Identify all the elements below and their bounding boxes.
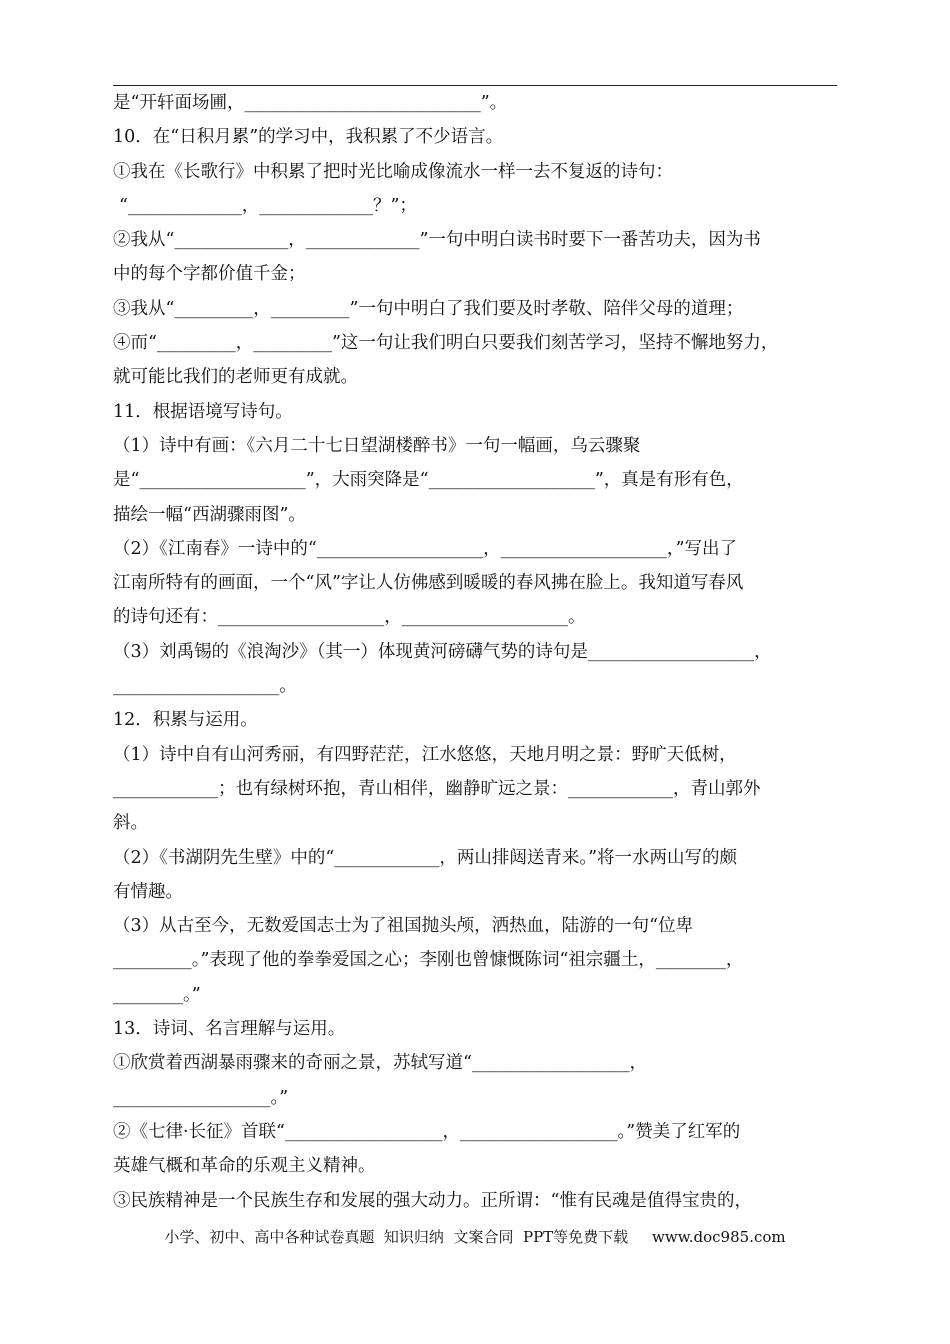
text-line: 有情趣。 xyxy=(113,881,183,902)
fill-blank-line: “_____________，_____________？”； xyxy=(119,195,417,216)
text-line: 中的每个字都价值千金； xyxy=(113,264,306,285)
text-line: ③民族精神是一个民族生存和发展的强大动力。正所谓：“惟有民魂是值得宝贵的， xyxy=(113,1190,752,1211)
text-line: 英雄气概和革命的乐观主义精神。 xyxy=(113,1156,376,1177)
text-line: __________________。” xyxy=(113,1087,289,1108)
text-line: （2）《江南春》一诗中的“___________________，___________________，”写出了 xyxy=(113,538,738,559)
text-line: 是“开轩面场圃，___________________________”。 xyxy=(113,93,508,113)
text-line: 是“___________________”，大雨突降是“___________________”，真是有形有色， xyxy=(113,470,744,491)
text-line: ①欣赏着西湖暴雨骤来的奇丽之景，苏轼写道“__________________， xyxy=(113,1053,647,1074)
text-line: ④而“_________，_________”这一句让我们明白只要我们刻苦学习，坚持不懈地努力， xyxy=(113,333,779,354)
text-line: ③我从“_________，_________”一句中明白了我们要及时孝敬、陪伴父母的道理； xyxy=(113,298,744,319)
question-11-heading: 11．根据语境写诗句。 xyxy=(113,401,293,422)
text-line: _________。”表现了他的拳拳爱国之心；李刚也曾慷慨陈词“祖宗疆土，________， xyxy=(113,950,744,971)
text-line: （2）《书湖阴先生壁》中的“____________，两山排闼送青来。”将一水两山写的颇 xyxy=(113,847,738,868)
text-line: （1）诗中有画：《六月二十七日望湖楼醉书》一句一幅画，乌云骤聚 xyxy=(113,435,641,456)
text-line: ②《七律·长征》首联“__________________，__________________。”赞美了红军的 xyxy=(113,1121,741,1142)
question-10-heading: 10．在“日积月累”的学习中，我积累了不少语言。 xyxy=(113,127,504,148)
question-13-heading: 13．诗词、名言理解与运用。 xyxy=(113,1019,346,1040)
text-line: ①我在《长歌行》中积累了把时光比喻成像流水一样一去不复返的诗句： xyxy=(113,161,673,182)
text-line: （3）刘禹锡的《浪淘沙》（其一）体现黄河磅礴气势的诗句是___________________， xyxy=(113,641,772,662)
text-line: 的诗句还有：___________________，___________________。 xyxy=(113,607,586,628)
page-footer: 小学、初中、高中各种试卷真题 知识归纳 文案合同 PPT等免费下载 www.doc985.com xyxy=(164,1228,786,1246)
document-body xyxy=(113,86,841,1218)
text-line: ________。” xyxy=(113,984,201,1005)
question-12-heading: 12．积累与运用。 xyxy=(113,710,258,731)
text-line: （1）诗中自有山河秀丽，有四野茫茫，江水悠悠，天地月明之景：野旷天低树， xyxy=(113,744,737,765)
text-line: ____________；也有绿树环抱，青山相伴，幽静旷远之景：____________，青山郭外 xyxy=(113,778,761,799)
text-line: ②我从“_____________，_____________”一句中明白读书时要下一番苦功夫，因为书 xyxy=(113,230,761,251)
text-line: ___________________。 xyxy=(113,676,297,697)
text-line: 就可能比我们的老师更有成就。 xyxy=(113,367,358,388)
text-line: 描绘一幅“西湖骤雨图”。 xyxy=(113,504,306,525)
text-line: 斜。 xyxy=(113,813,148,834)
text-line: 江南所特有的画面，一个“风”字让人仿佛感到暖暖的春风拂在脸上。我知道写春风 xyxy=(113,573,744,594)
text-line: （3）从古至今，无数爱国志士为了祖国抛头颅，洒热血，陆游的一句“位卑 xyxy=(113,916,694,937)
